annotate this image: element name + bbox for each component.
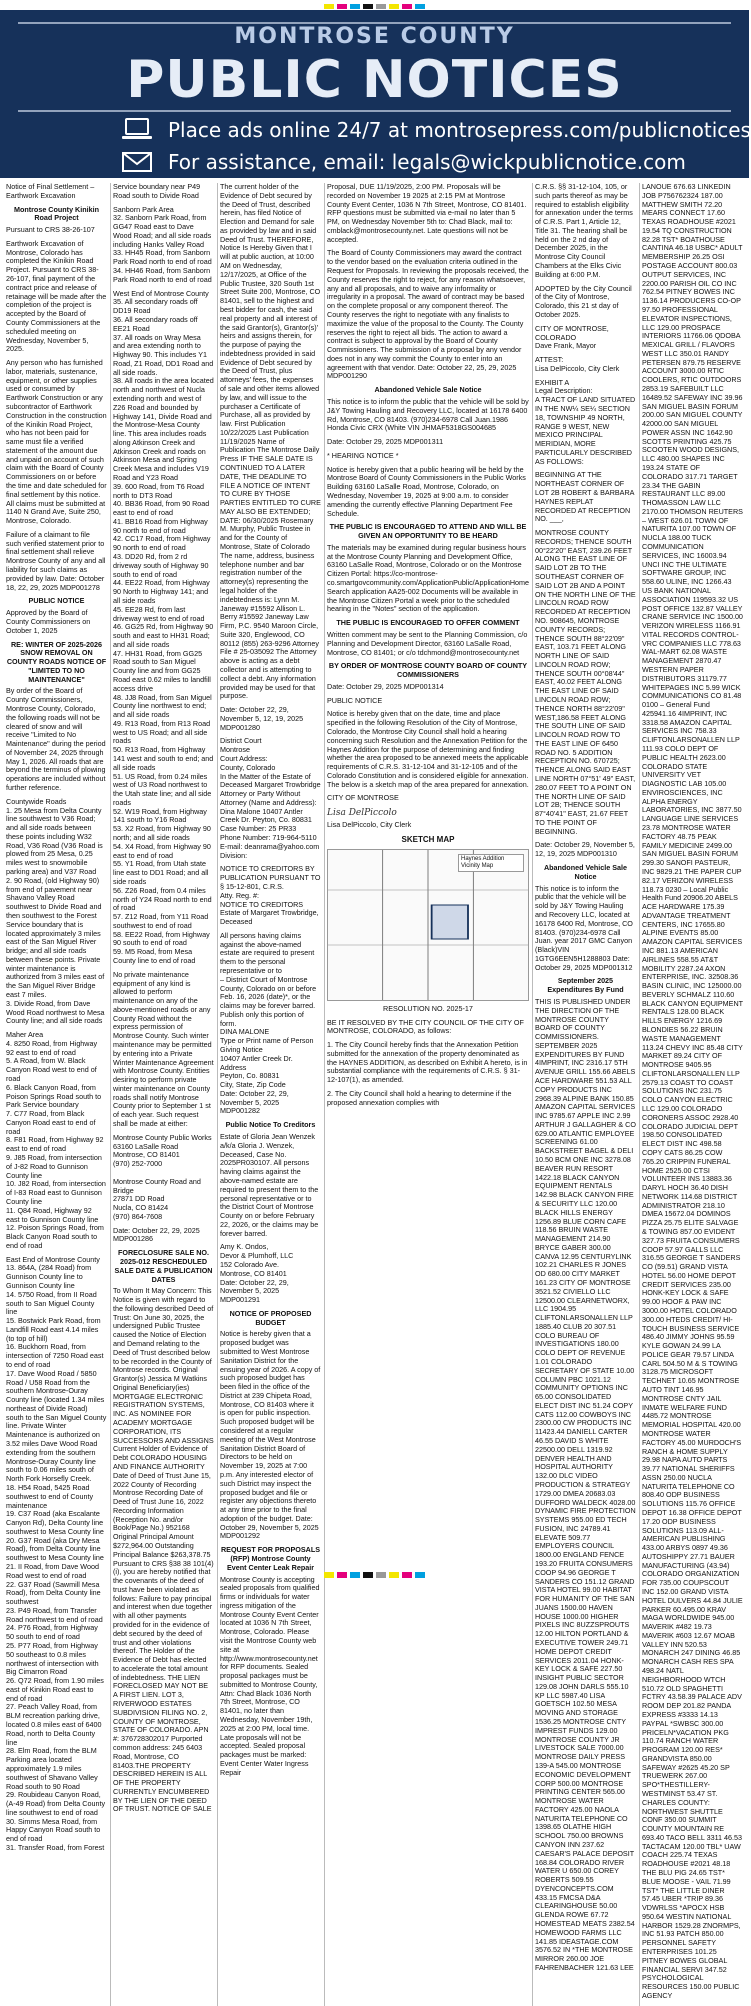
notice-paragraph: Date: October 22, 29, November 5, 12, 19, 2025 MDP001280 (220, 705, 304, 732)
masthead-title: PUBLIC NOTICES (126, 50, 623, 110)
notice-paragraph: Date: October 29, 2025 MDP001314 (327, 681, 444, 691)
notice-paragraph: Montrose County is accepting sealed proposals from qualified firms or individuals for water ingress mitigation of the Montrose County Event Center located at 1036 N 7th Street, Montrose, Colorado. Please visit the Montrose County web site at http://www.montrosecounty.net for RFP documents. Sealed proposal packages must be submitted to Montrose County, Attn: Chad Black 1036 North 7th Street, Montrose, CO 81401, no later than Wednesday, November 19th, 2025 at 2:00 PM, local time. Late proposals will not be accepted. Sealed proposal packages must be marked: Event Center Water Ingress Repair (220, 1574, 320, 1777)
notice-heading: PUBLIC NOTICE (28, 596, 85, 606)
sketch-map (327, 849, 529, 1001)
registration-swatch (337, 4, 347, 9)
notice-paragraph: * HEARING NOTICE * (327, 450, 399, 460)
notice-paragraph: Sanborn Park Area 32. Sanborn Park Road, from GG47 Road east to Dave Wood Road; and all side roads including Hanks Valley Road 33. HH45 Road, from Sanborn Park Road north to end of road 34. HH46 Road, from Sanborn Park Road north to end of road (113, 204, 212, 284)
notice-paragraph: Date: October 22, 29, 2025 MDP001286 (113, 1225, 200, 1244)
assistance-text: For assistance, email: legals@wickpublicnotice.com (168, 150, 686, 174)
notice-paragraph: Written comment may be sent to the Planning Commission, c/o Planning and Development Director, 63160 LaSalle Road, Montrose, CO 81401; or c/o tdchmond@montrosecounty.net (327, 629, 528, 657)
envelope-icon (120, 147, 154, 177)
notice-paragraph: Any person who has furnished labor, materials, sustenance, equipment, or other supplies used or consumed by Earthwork Construction or any subcontractor of Earthwork Construction in the construction of the Kinikin Road Project, who has not been paid for same must file a verified statement of the amount due and unpaid on account of such claim with the Board of County Commissioners on or before the time and date scheduled for final settlement by this notice. All claims must be submitted at 1140 N Grand Ave, Suite 250, Montrose, Colorado. (6, 358, 107, 526)
sketch-map-legend: Haynes Addition Vicinity Map (458, 854, 524, 873)
notice-paragraph: Amy K. Ondos, Devor & Plumhoff, LLC 152 Colorado Ave. Montrose, CO 81401 Date: October 22, 29, November 5, 2025 MDP001291 (220, 1242, 294, 1305)
notice-paragraph: Proposal, DUE 11/19/2025, 2:00 PM. Proposals will be recorded on November 19 2025 at 2:15 PM at Montrose County Event Center, 1036 N 7th Street, Montrose, CO 81401. RFP questions must be submitted via e-mail no later than 5 PM, on Wednesday November 5th to: Chad Black, mail to: cmblack@montrosecounty.net. Late questions will not be accepted. (327, 182, 527, 244)
registration-swatch (389, 1572, 399, 1578)
notice-paragraph: C.R.S. §§ 31-12-104, 105, or such parts thereof as may be required to establish eligibility for annexation under the terms of C.R.S. Part 1, Article 12, Title 31. The hearing shall be held on the 2 nd day of December 2025, in the Montrose City Council Chambers at the Elks Civic Building at 6:00 P.M. (535, 182, 633, 279)
registration-swatch (324, 1572, 334, 1578)
notice-paragraph: ATTEST: Lisa DelPiccolo, City Clerk (535, 355, 620, 373)
registration-swatch (402, 1572, 412, 1578)
notice-heading: September 2025 Expenditures By Fund (547, 976, 624, 995)
registration-swatch (337, 1572, 347, 1578)
notice-paragraph: Pursuant to CRS 38-26-107 (6, 225, 95, 235)
notice-paragraph: Montrose County Public Works 63160 LaSalle Road Montrose, CO 81401 (970) 252-7000 Montrose County Road and Bridge 27871 DD Road Nucla, CO 81424 (970) 864-7608 (113, 1132, 212, 1221)
notice-paragraph: CITY OF MONTROSE, COLORADO Dave Frank, Mayor (535, 323, 609, 351)
notice-column-1 (6, 183, 107, 2006)
registration-swatch (363, 1572, 373, 1578)
laptop-icon (120, 115, 154, 145)
online-ad-row (120, 114, 751, 146)
masthead (0, 10, 749, 178)
notice-paragraph: East End of Montrose County 13. 864A, (284 Road) from Gunnison County line to Gunnison County line 14. 5750 Road, from II Road south to San Miguel County line 15. Bostwick Park Road, from Landfill Road east 4.14 miles (to top of hill) 16. Buckhorn Road, from intersection of 7250 Road east to end of road 17. Dave Wood Road / 5850 Road / U58 Road from the southern Montrose-Ouray County line (located 1.34 miles northeast of Divide Road) south to the San Miguel County line. Private Winter Maintenance is authorized on 3.52 miles Dave Wood Road extending from the southern Montrose-Ouray County line south to 0.06 miles south of North Fork Horsefly Creek. 18. H54 Road, 5425 Road southwest to end of County maintenance 19. C37 Road (aka Escalante Canyon Rd), Delta County line southwest to Mesa County line 20. G37 Road (aka Dry Mesa Road), from Delta County line southwest to Mesa County line 21. II Road, from Dave Wood Road west to end of road 22. G37 Road (Sawmill Mesa Road), from Delta County line southwest 23. P49 Road, from Transfer Road northwest to end of road 24. P76 Road, from Highway 50 south to end of road 25. P77 Road, from Highway 50 southeast to 0.8 miles northwest of intersection with Big Cimarron Road 26. Q72 Road, from 1.90 miles east of Kinikin Road east to end of road 27. Peach Valley Road, from BLM recreation parking drive, located 0.8 miles east of 6400 Road, north to Delta County line 28. Elm Road, from the BLM Parking area located approximately 1.9 miles southwest of Shavano Valley Road south to 90 Road 29. Roubideau Canyon Road, (A-49 Road) from Delta County line southwest to end of road 30. Simms Mesa Road, from Happy Canyon Road south to end of road 31. Transfer Road, from Forest (6, 1254, 107, 1852)
notice-paragraph: 2. The City Council shall hold a hearing to determine if the proposed annexation complies with (327, 1088, 512, 1107)
notice-heading: THE PUBLIC IS ENCOURAGED TO OFFER COMMENT (336, 618, 520, 628)
registration-swatch (415, 1572, 425, 1578)
notice-paragraph: The current holder of the Evidence of Debt secured by the Deed of Trust, described herein, has filed Notice of Election and Demand for sale as provided by law and in said Deed of Trust. THEREFORE, Notice Is Hereby Given that I will at public auction, at 10:00 AM on Wednesday, 12/17/2025, at Office of the Public Trustee, 320 South 1st Street Suite 200, Montrose, CO 81401, sell to the highest and best bidder for cash, the said real property and all interest of the said Grantor(s), Grantor(s)' heirs and assigns therein, for the purpose of paying the indebtedness provided in said Evidence of Debt secured by the Deed of Trust, plus attorneys' fees, the expenses of sale and other items allowed by law, and will issue to the purchaser a Certificate of Purchase, all as provided by law. First Publication 10/22/2025 Last Publication 11/19/2025 Name of Publication The Montrose Daily Press IF THE SALE DATE IS CONTINUED TO A LATER DATE, THE DEADLINE TO FILE A NOTICE OF INTENT TO CURE BY THOSE PARTIES ENTITLED TO CURE MAY ALSO BE EXTENDED; DATE: 06/30/2025 Rosemary M. Murphy, Public Trustee in and for the County of Montrose, State of Colorado The name, address, business telephone number and bar registration number of the attorney(s) representing the legal holder of the indebtedness is: Lynn M. Janeway #15592 Allison L. Berry #15592 Janeway Law Firm, P.C. 9540 Maroon Circle, Suite 320, Englewood, CO 80112 (855) 263-9296 Attorney File # 25-035092 The Attorney above is acting as a debt collector and is attempting to collect a debt. Any information provided may be used for that purpose. (220, 182, 321, 701)
notice-heading: THE PUBLIC IS ENCOURAGED TO ATTEND AND WILL BE GIVEN AN OPPORTUNITY TO BE HEARD (329, 522, 527, 541)
notice-paragraph: Failure of a claimant to file such verified statement prior to final settlement shall relieve Montrose County of any and all liability for such claims as provided by law. Date: October 18, 22, 29, 2025 MDP001278 (6, 529, 106, 592)
notice-paragraph: The Board of County Commissioners may award the contract to the vendor based on the evaluation criteria outlined in the Request for Proposals. In reviewing the proposals received, the County reserves the right to reject, for any reason whatsoever, any and all proposals, and to waive any informality or irregularity in a proposal. The award of contract may be based on the complete proposal or any component thereof. The County reserves the right to negotiate with any finalists to maximize the value of the proposal to the County. The County reserves the right to reject all bids. The action to award a contract is subject to approval by the Board of County Commissioners. The submission of a proposal by any vendor does not in any way commit the County to enter into an agreement with that vendor. Date: October 22, 25, 29, 2025 MDP001290 (327, 248, 529, 381)
notice-paragraph: EXHIBIT A Legal Description: A TRACT OF LAND SITUATED IN THE NW¼ SE¼ SECTION 18, TOWNSHIP 49 NORTH, RANGE 9 WEST, NEW MEXICO PRINCIPAL MERIDIAN, MORE PARTICULARLY DESCRIBED AS FOLLOWS: (535, 377, 636, 466)
notice-paragraph: NOTICE TO CREDITORS BY PUBLICATION PURSUANT TO § 15-12-801, C.R.S. Atty. Reg. #: NOTICE TO CREDITORS Estate of Margaret Trowbridge, Deceased (220, 864, 321, 927)
notice-paragraph: BEGINNING AT THE NORTHEAST CORNER OF LOT 2B ROBERT & BARBARA HAYNES REPLAT RECORDED AT RECEPTION NO. ___, (535, 470, 635, 524)
notice-paragraph: Notice of Final Settlement – Earthwork Excavation (6, 182, 95, 200)
notice-paragraph: LANOUE 676.63 LINKEDIN JOB P756762324 187.00 MATTHEW SMITH 72.20 MEARS CONNECT 17.60 TEXAS ROADHOUSE #2021 19.54 TQ CONSTRUCTION 82.28 TST* BOATHOUSE CANTINA 46.18 USBC* ADULT MEMBERSHIP 26.25 OSI POSTAGE ACCOUNT 800.03 OUTPUT SERVICES, INC 2200.00 PARISH OIL CO INC 762.54 PITNEY BOWES INC 1136.14 PRODUCERS CO-OP 97.50 PROFESSIONAL ELEVATOR INSPECTIONS, LLC 129.00 PROSPACE INTERIORS 11766.06 QDOBA MEXICAL GRILL / FLAVORS WEST LLC 350.01 RANDY PETERSEN 879.75 RESERVE ACCOUNT 3000.00 RTIC COOLERS, RTIC OUTDOORS 2853.19 SAFEBUILT LLC 16489.52 SAFEWAY INC 39.96 SAN MIGUEL BASIN FORUM 200.00 SAN MIGUEL COUNTY 42000.00 SAN MIGUEL POWER ASSN INC 1642.90 SCOTTS PRINTING 425.75 SCOOTEN WOOD DESIGNS, LLC 480.00 SHAPES INC 193.24 STATE OF COLORADO 317.71 TARGET 23.34 THE GABIN RESTAURANT LLC 89.00 THOMASSON LAW LLC 2170.00 THOMSON REUTERS – WEST 626.01 TOWN OF NATURITA 107.00 TOWN OF NUCLA 188.00 TUCK COMMUNICATION SERVICES, INC 16003.94 UNCI INC THE ULTIMATE SOFTWARE GROUP, INC 558.60 ULINE, INC 1266.43 US BANK NATIONAL ASSOCIATION 119593.32 US POST OFFICE 132.87 VALLEY CRANE SERVICE INC 1500.00 VERIZON WIRELESS 1166.91 VITAL RECORDS CONTROL-VRC COMPANIES LLC 778.63 WAL-MART 62.08 WASTE MANAGEMENT 2870.47 WESTERN PAPER DISTRIBUTORS 31179.77 WHITEPAGES INC 5.99 WICK COMMUNICATIONS CO 81.48 0100 – General Fund 425941.16 4IMPRINT, INC 3318.58 AMAZON CAPITAL SERVICES INC 758.33 CLIFTONLARSONALLEN LLP 111.93 COLO DEPT OF PUBLIC HEALTH 2623.00 COLORADO STATE UNIVERSITY VET DIAGNOSTIC LAB 105.00 ENVIROSCIENCES, INC ALPHA ENERGY LABORATORIES, INC 3877.50 LANGUAGE LINE SERVICES 23.78 MONTROSE WATER FACTORY 48.75 PEAK FAMILY MEDICINE 2499.00 SAN MIGUEL BASIN FORUM 299.30 SANOFI PASTEUR, INC 9829.21 THE PAPER CUP 82.17 VERIZON WIRELESS 118.73 0230 – Local Public Health Fund 20906.20 ABELS ACE HARDWARE 175.39 ADVANTAGE TREATMENT CENTERS, INC 17655.80 ALPINE EVENTS 85.00 AMAZON CAPITAL SERVICES INC 881.13 AMERICAN AIRLINES 558.55 AT&T MOBILITY 2287.24 AXON ENTERPRISE, INC. 32508.36 BASIN CLINIC, INC 125000.00 BEVERLY SCHMALZ 110.60 BLACK CANYON EQUIPMENT RENTALS 128.00 BLACK HILLS ENERGY 1216.69 BLONDIES 56.22 BRUIN WASTE MANAGEMENT 113.24 CHEVY INC 85.48 CITY MARKET 89.24 CITY OF MONTROSE 9405.95 CLIFTONLARSONALLEN LLP 2579.13 COAST TO COAST SOLUTIONS INC 231.75 COLO CANYON ELECTRIC LLC 129.00 COLORADO CORONERS ASSOC 2928.40 COLORADO JUDICIAL DEPT 198.50 CONSOLIDATED ELECT DIST INC 498.58 COPY CATS 86.25 COW 765.20 CRIPPIN FUNERAL HOME 2525.00 CTSI VOLUNTEER INS 13883.36 DARYL HOCH 36.40 DISH NETWORK 114.68 DISTRICT ADMINISTRATOR 218.10 DMEA 15672.04 DOMINOS PIZZA 25.75 ELITE SALVAGE & TOWING 857.00 EVIDENT 327.73 FRUITA CONSUMERS COOP 57.97 GALLS LLC 316.55 GEORGE T SANDERS CO (59.51) GRAND VISTA HOTEL 56.00 HOME DEPOT CREDIT SERVICES 235.00 HONK-KEY LOCK & SAFE 99.00 HOOF & PAW INC 3000.00 HOTEL COLORADO 300.00 HTEDS CREDIT/ HI-TOUCH BUSINESS SERVICE 486.40 JIMMY JOHNS 95.59 KYLE GOWAN 24.99 LA POLICE GEAR 79.57 LINDA CARL 504.50 M & S TOWING 3128.75 MICROSOFT TECHNET 10.65 MONTROSE AUTO TINT 146.95 MONTROSE CNTY JAIL INMATE WELFARE FUND 4485.72 MONTROSE MEMORIAL HOSPITAL 420.00 MONTROSE WATER FACTORY 45.00 MURDOCH'S RANCH & HOME SUPPLY 29.98 NAPA AUTO PARTS 39.77 NATIONAL SHERIFFS ASSN 250.00 NUCLA NATURITA TELEPHONE CO 808.40 ODP BUSINESS SOLUTIONS 115.76 OFFICE DEPOT 16.38 OFFICE DEPOT 17.20 ODP BUSINESS SOLUTIONS 113.09 ALL-AMERICAN PUBLISHING 433.00 ARBYS 0897 49.36 AUTOSHIPPY 27.71 BAUER MANUFACTURING (43.94) COLORADO ORGANIZATION FOR 735.00 COUPSCOUT INC 152.00 GRAND VISTA HOTEL DULVERS 44.84 JULIE PARKER 60.495.00 KRAV MAGA WORLDWIDE 945.00 MAVERIK #482 19.73 MAVERIK #603 12.67 MOAB VALLEY INN 520.53 MONARCH 247 DINING 46.85 MONARCH CASH RES SPA 498.24 NATL NEIGHBORHOOD WTCH 510.72 OLD SPAGHETTI FCTRY 43.58.39 PALACE ADV ROOM DEP 201.82 PANDA EXPRESS #3333 14.13 PAYPAL *SWBSC 300.00 PRICELN*VACATION PKG 110.74 RANCH WATER PROGRAM 120.00 RES* GRANDVISTA 850.00 SAFEWAY #2625 45.20 SP TRUEWERK 267.00 SPO*THESTILLERY-WESTMINST 53.47 ST. CHARLES COUNTY: NORTHWEST SHUTTLE CONF 350.00 SUMMIT COUNTY MOUNTAIN RE 693.40 TACO BELL 3311 46.53 TACTACAM 120.00 TBL* UAW COACH 225.74 TEXAS ROADHOUSE #2021 48.18 THE BLU PIG 24.65 TST* BLUE MOOSE - VAIL 71.99 TST* THE LITTLE DINER 57.45 UBER *TRIP 89.36 VDWRLSS *APOCX HSB 950.64 WESTIN NATIONAL HARBOR 1529.28 ZNORMPS, INC 51.93 PATCH 850.00 PERSONNEL SAFETY ENTERPRISES 101.25 PITNEY BOWES GLOBAL FINANCIAL SERVI 347.52 PSYCHOLOGICAL RESOURCES 150.00 PUBLIC AGENCY (642, 182, 743, 2000)
notice-column-6 (642, 183, 743, 2006)
notice-column-5 (535, 183, 636, 2006)
assistance-row (120, 146, 686, 178)
notice-heading: BY ORDER OF MONTROSE COUNTY BOARD OF COUNTY COMMISSIONERS (328, 661, 528, 680)
notice-heading: Montrose County Kinikin Road Project (13, 204, 100, 223)
notice-paragraph: This notice is to inform the public that the vehicle will be sold by J&Y Towing Hauling and Recovery LLC, located at 16178 6400 Rd, Montrose, CO 81403. (970)234-6978 Call Juan. year 2017 GMC Canyon (Black)VIN 1GTG6EEN5H1288803 Date: October 29, 2025 MDP001312 (535, 883, 633, 972)
notice-heading: Abandoned Vehicle Sale Notice (374, 385, 482, 395)
notice-paragraph: No private maintenance equipment of any kind is allowed to perform maintenance on any of the above-mentioned roads or any County Road without the express permission of Montrose County. Such winter maintenance may be permitted by entering into a Private Winter Maintenance Agreement with Montrose County. Entities desiring to perform private winter maintenance on County roads shall notify Montrose County prior to September 1 st of each year. Such request shall be made at either: (113, 969, 214, 1129)
notice-paragraph: District Court Montrose Court Address: County, Colorado In the Matter of the Estate of Deceased Margaret Trowbridge Attorney or Party Without Attorney (Name and Address): Dina Malone 10407 Antler Creek Dr. Peyton, Co. 80831 Case Number: 25 PR33 Phone Number: 719-964-5110 E-mail: deanrama@yahoo.com Division: (220, 736, 321, 860)
registration-swatch (350, 1572, 360, 1578)
notice-paragraph: PUBLIC NOTICE (327, 695, 383, 705)
notice-paragraph: Service boundary near P49 Road south to Divide Road (113, 182, 201, 200)
registration-swatch (363, 4, 373, 9)
notice-paragraph: Date: October 29, November 5, 12, 19, 2025 MDP001310 (535, 840, 635, 859)
notice-paragraph: To Whom It May Concern: This Notice is given with regard to the following described Deed of Trust: On June 30, 2025, the undersigned Public Trustee caused the Notice of Election and Demand relating to the Deed of Trust described below to be recorded in the County of Montrose records. Original Grantor(s) Jessica M Watkins Original Beneficiary(ies) MORTGAGE ELECTRONIC REGISTRATION SYSTEMS, INC. AS NOMINEE FOR ACADEMY MORTGAGE CORPORATION, ITS SUCCESSORS AND ASSIGNS Current Holder of Evidence of Debt COLORADO HOUSING AND FINANCE AUTHORITY Date of Deed of Trust June 15, 2022 County of Recording Montrose Recording Date of Deed of Trust June 16, 2022 Recording Information (Reception No. and/or Book/Page No.) 952168 Original Principal Amount $272,964.00 Outstanding Principal Balance $263,378.75 Pursuant to CRS §38 38 101(4)(i), you are hereby notified that the covenants of the deed of trust have been violated as follows: Failure to pay principal and interest when due together with all other payments provided for in the evidence of debt secured by the deed of trust and other violations thereof. The Holder of the Evidence of Debt has elected to accelerate the total amount of indebtedness. THE LIEN FORECLOSED MAY NOT BE A FIRST LIEN. LOT 3, RIVERWOOD ESTATES SUBDIVISION FILING NO. 2, COUNTY OF MONTROSE, STATE OF COLORADO. APN #: 376728302017 Purported common address: 245 6403 Road, Montrose, CO 81403.THE PROPERTY DESCRIBED HEREIN IS ALL OF THE PROPERTY CURRENTLY ENCUMBERED BY THE LIEN OF THE DEED OF TRUST. NOTICE OF SALE (113, 1286, 214, 1814)
notice-paragraph: Maher Area 4. 8250 Road, from Highway 92 east to end of road 5. A Road, from W. Black Canyon Road west to end of road 6. Black Canyon Road, from Poison Springs Road south to Park Service boundary 7. C77 Road, from Black Canyon Road east to end of road 8. F81 Road, from Highway 92 east to end of road 9. J85 Road, from intersection of J-82 Road to Gunnison County line 10. J82 Road, from intersection of I-83 Road east to Gunnison County line 11. Q84 Road, Highway 92 east to Gunnison County line 12. Poison Springs Road, from Black Canyon Road south to end of road (6, 1030, 106, 1250)
notice-heading: FORECLOSURE SALE NO. 2025-012 RESCHEDULED SALE DATE & PUBLICATION DATES (114, 1248, 213, 1284)
notices-columns (6, 182, 743, 2000)
notice-paragraph: Notice is hereby given that on the date, time and place specified in the following Resolution of the City of Montrose, Colorado, the Montrose City Council shall hold a hearing concerning such Resolution and the Annexation Petition for the Haynes Addition for the purpose of determining and finding whether the area proposed to be annexed meets the applicable requirements of C.R.S. 31-12-104 and 31-12-105 and of the Colorado Constitution and is considered eligible for annexation. The below is a sketch map of the area prepared for annexation. (327, 709, 529, 789)
notice-paragraph: The materials may be examined during regular business hours at the Montrose County Planning and Development Office, 63160 LaSalle Road, Montrose, Colorado or on the Montrose Citizen Portal: https://co-montrose-co.smartgovcommunity.com/ApplicationPublic/ApplicationHome Search application AA25-002 Documents will be available in the Montrose Citizen Portal a week prior to the scheduled hearing in the "Notes" section of the application. (327, 542, 530, 614)
notice-paragraph: By order of the Board of County Commissioners, Montrose County, Colorado, the following roads will not be cleared of snow and will receive "Limited to No Maintenance" during the period of November 24, 2025 through May 1, 2026. All roads that are beyond the terminus of plowing operations are included without further reference. (6, 686, 106, 792)
registration-swatch (376, 4, 386, 9)
registration-swatch (350, 4, 360, 9)
notice-paragraph: THIS IS PUBLISHED UNDER THE DIRECTION OF THE MONTROSE COUNTY BOARD OF COUNTY COMMISSIONERS. SEPTEMBER 2025 EXPENDITURES BY FUND 4IMPRINT, INC 2316.17 5TH AVENUE GRILL 155.66 ABELS ACE HARDWARE 551.53 ALL COPY PRODUCTS INC 2968.39 ALPINE BANK 150.85 AMAZON CAPITAL SERVICES INC 9785.67 APPLE INC 2.99 ARTHUR J GALLAGHER & CO 629.00 ATLANTIC EMPLOYEE SCREENING 61.00 BACKSTREET BAGEL & DELI 10.50 BCM ONE INC 3278.08 BEAVER RUN RESORT 1422.18 BLACK CANYON EQUIPMENT RENTALS 142.98 BLACK CANYON FIRE & SECURITY LLC 120.00 BLACK HILLS ENERGY 1256.89 BLUE CORN CAFE 118.56 BRUIN WASTE MANAGEMENT 214.90 BRYCE GABER 300.00 CANVA 12.95 CENTURYLINK 102.21 CHARLES R JONES OD 680.00 CITY MARKET 161.23 CITY OF MONTROSE 3521.52 CIVIELLO LLC 12500.00 CLEARNETWORX, LLC 1904.95 CLIFTONLARSONALLEN LLP 1885.40 CLUB 20 307.51 COLO BUREAU OF INVESTIGATIONS 180.00 COLO DEPT OF REVENUE 1.01 COLORADO SECRETARY OF STATE 10.00 COLUMN PBC 1021.12 COMMUNITY OPTIONS INC 65.00 CONSOLIDATED ELECT DIST INC 51.24 COPY CATS 112.00 COWBOYS INC 2300.00 CW PRODUCTS INC 11423.44 DANIELL CARTER 46.55 DAVID S WHITE 22500.00 DELL 1319.92 DENVER HEALTH AND HOSPITAL AUTHORITY 132.00 DLC VIDEO PRODUCTION & STRATEGY 1729.00 DMEA 20683.03 DUFFORD WALDECK 4028.00 DYNAMIC FIRE PROTECTION SYSTEMS 955.00 ED TECH FUSION, INC 24789.41 ELEVATE 509.77 EMPLOYERS COUNCIL 1800.00 ENGLAND FENCE 193.20 FRUITA CONSUMERS COOP 94.96 GEORGE T SANDERS CO 151.12 GRAND VISTA HOTEL 99.00 HABITAT FOR HUMANITY OF THE SAN JUANS 1500.00 HAVEN HOUSE 1000.00 HIGHER PIXELS INC 8UZZSPROUTS 12.00 HILTON PORTLAND & EXECUTIVE TOWER 249.71 HOME DEPOT CREDIT SERVICES 2011.04 HONK-KEY LOCK & SAFE 227.50 INSIGHT PUBLIC SECTOR 129.08 JOHN DARLS 555.10 KP LLC 5987.40 LISA GOETSCH 102.50 MESA MOVING AND STORAGE 1536.25 MONTROSE CNTY IMPREST FUNDS 129.00 MONTROSE COUNTY JR LIVESTOCK SALE 7000.00 MONTROSE DAILY PRESS 139-A 545.00 MONTROSE ECONOMIC DEVELOPMENT CORP 500.00 MONTROSE PRINTING CENTER 565.00 MONTROSE WATER FACTORY 425.00 NAOLA NATURITA TELEPHONE CO 1398.65 OLATHE HIGH SCHOOL 750.00 BROWNS CANYON INN 237.62 CAESAR'S PALACE DEPOSIT 168.84 COLORADO RIVER WATER U 650.00 COREY ROBERTS 509.55 DYENCONCEPTS.COM 433.15 FMCSA D&A CLEARINGHOUSE 50.00 GLENDA ROWE 67.72 HOMESTEAD MEATS 2382.54 HOMEWOOD FARMS LLC 141.85 IDEASTAGE.COM 3576.52 IN *THE MONTROSE MIRROR 260.00 JOE FAHRENBACHER 121.63 LEE (535, 996, 636, 1972)
clerk-signature: Lisa DelPiccolo (327, 808, 397, 819)
registration-swatch (402, 4, 412, 9)
notice-column-4 (327, 183, 529, 2006)
notice-paragraph: Estate of Gloria Jean Wenzek a/k/a Gloria J. Wenzek, Deceased, Case No. 2025PR030107. All persons having claims against the above-named estate are required to present them to the personal representative or to the District Court of Montrose County on or before February 22, 2026, or the claims may be forever barred. (220, 1132, 319, 1238)
notice-heading: NOTICE OF PROPOSED BUDGET (229, 1308, 312, 1327)
notice-paragraph: Notice is hereby given that a public hearing will be held by the Montrose Board of County Commissioners in the Public Works Building 63160 LaSalle Road, Montrose, Colorado, on Wednesday, November 19, 2025 at 9:00 a.m. to consider amending the currently effective Planning Department Fee Schedule. (327, 464, 526, 518)
sketch-map-caption: RESOLUTION NO. 2025-17 (383, 1003, 473, 1013)
sketch-map-title: SKETCH MAP (401, 834, 455, 844)
notice-paragraph: This notice is to inform the public that the vehicle will be sold by J&Y Towing Hauling and Recovery LLC, located at 16178 6400 Rd, Montrose, CO 81403. (970)234-6978 Call Juan.1986 Honda Civic CRX (White VIN JHMAF5318GS004685 (327, 396, 529, 433)
registration-swatch (324, 4, 334, 9)
notice-heading: Abandoned Vehicle Sale Notice (543, 863, 628, 881)
notice-paragraph: CITY OF MONTROSE (327, 793, 399, 803)
notice-paragraph: MONTROSE COUNTY RECORDS; THENCE SOUTH 00°22'20" EAST, 239.26 FEET ALONG THE EAST LINE OF SAID LOT 2B TO THE SOUTHEAST CORNER OF SAID LOT 2B AND A POINT ON THE NORTH LINE OF THE LINCOLN ROAD ROW RECORDED AT RECEPTION NO. 908645, MONTROSE COUNTY RECORDS; THENCE SOUTH 88°22'09" EAST, 103.71 FEET ALONG NORTH LINE OF SAID LINCOLN ROAD ROW; THENCE SOUTH 00°08'44" EAST, 40.02 FEET ALONG THE EAST LINE OF SAID LINCOLN ROAD ROW; THENCE NORTH 88°22'09" WEST,186.58 FEET ALONG THE SOUTH LINE OF SAID LINCOLN ROAD ROW TO THE EAST LINE OF 6450 ROAD NO. 5 ADDITION RECEPTION NO. 670725; THENCE ALONG SAID EAST LINE NORTH 07°51' 49" EAST, 280.07 FEET TO A POINT ON THE NORTH LINE OF SAID LOT 2B; THENCE SOUTH 87°40'41" EAST, 21.67 FEET TO THE POINT OF BEGINNING. (535, 528, 636, 836)
notice-paragraph: ADOPTED by the City Council of the City of Montrose, Colorado, this 21 st day of October 2025. (535, 283, 632, 319)
notice-paragraph: Approved by the Board of County Commissioners on October 1, 2025 (6, 608, 91, 635)
notice-paragraph: Date: October 29, 2025 MDP001311 (327, 437, 444, 447)
registration-marks-bottom (0, 1564, 749, 1584)
notice-heading: RE: WINTER OF 2025-2026 SNOW REMOVAL ON COUNTY ROADS NOTICE OF "LIMITED TO NO MAINTENANCE" (6, 639, 107, 684)
notice-paragraph: All persons having claims against the above-named estate are required to present them to the personal representative or to – District Court of Montrose County, Colorado on or before Feb. 16, 2026 (date)*, or the claims may be forever barred. Publish only this portion of form. DINA MALONE Type or Print name of Person Giving Notice 10407 Antler Creek Dr. Address Peyton, Co. 80831 City, State, Zip Code Date: October 22, 29, November 5, 2025 MDP001282 (220, 930, 317, 1116)
registration-swatch (415, 4, 425, 9)
masthead-rule-middle (18, 110, 731, 112)
notice-paragraph: Notice is hereby given that a proposed budget was submitted to West Montrose Sanitation District for the ensuing year of 2026. A copy of such proposed budget has been filed in the office of the District at 239 Chipeta Road, Montrose, CO 81403 where it is open for public inspection. Such proposed budget will be considered at a regular meeting of the West Montrose Sanitation District Board of Directors to be held on November 19, 2025 at 7:00 p.m. Any interested elector of such District may inspect the proposed budget and file or register any objections thereto at any time prior to the final adoption of the budget. Date: October 29, November 5, 2025 MDP001292 (220, 1329, 321, 1541)
notice-paragraph: Countywide Roads 1. 25 Mesa from Delta County line southwest to V36 Road; and all side roads between these points including W32 Road, V36 Road (V36 Road is plowed from 25 Mesa, 0.25 miles west to snowmobile parking area) and V37 Road 2. 90 Road, (old Highway 90) from end of pavement near Shavano Valley Road southwest to Divide Road and then southwest to the Forest Service boundary that is located approximately 3 miles east of the San Miguel River bridge; and all side roads between these points. Private winter maintenance is authorized from 3 miles east of the San Miguel River Bridge east 7 miles. 3. Divide Road, from Dave Wood Road northwest to Mesa County line; and all side roads (6, 796, 105, 1026)
registration-swatch (376, 1572, 386, 1578)
notice-column-3 (220, 183, 321, 2006)
notice-paragraph: West End of Montrose County 35. All secondary roads off DD19 Road 36. All secondary roads off EE21 Road 37. All roads on Wray Mesa and area extending north to Highway 90. This includes Y1 Road, Z1 Road, DD1 Road and all side roads. 38. All roads in the area located north and northwest of Nucla extending north and west of Z26 Road and bounded by Highway 141, Divide Road and the Montrose-Mesa County line. This area includes roads along Atkinson Creek and Atkinson Creek and roads on Atkinson Mesa and Spring Creek Mesa and includes V19 Road and Y23 Road 39. 600 Road, from T6 Road north to DT3 Road 40. BB36 Road, from 90 Road east to end of road 41. BB16 Road from Highway 90 north to end of road 42. CC17 Road, from Highway 90 north to end of road 43. DD20 Rd, from 2 rd driveway south of Highway 90 south to end of road 44. EE22 Road, from Highway 90 North to Highway 141; and all side roads 45. EE28 Rd, from last driveway west to end of road 46. GG25 Rd, from Highway 90 south and east to HH31 Road; and all side roads 47. HH31 Road, from GG25 Road south to San Miguel County line and from GG25 Road east 0.62 miles to landfill access drive 48. JJ8 Road, from San Miguel County line northwest to end; and all side roads 49. R13 Road, from R13 Road west to US Road; and all side roads 50. R13 Road, from Highway 141 west and south to end; and all side roads 51. US Road, from 0.24 miles west of U3 Road northwest to the Utah state line; and all side roads 52. W19 Road, from Highway 141 south to Y16 Road 53. X2 Road, from Highway 90 north; and all side roads 54. X4 Road, from Highway 90 east to end of road 55. Y1 Road, from Utah state line east to DD1 Road; and all side roads 56. Z26 Road, from 0.4 miles north of Y24 Road north to end of road 57. Z12 Road, from Y11 Road southwest to end of road 58. EE22 Road, from Highway 90 south to end of road 59. M5 Road, from Mesa County line to end of road (113, 288, 214, 965)
notice-paragraph: Lisa DelPiccolo, City Clerk (327, 820, 412, 830)
online-ad-text: Place ads online 24/7 at montrosepress.com/publicnotices (168, 118, 751, 142)
registration-swatch (389, 4, 399, 9)
notice-heading: Public Notice To Creditors (225, 1120, 316, 1130)
notice-paragraph: Earthwork Excavation of Montrose, Colorado has completed the Kinikin Road Project. Pursuant to CRS 38-26-107, final payment of the contract price and release of retainage will be made after the completion of the project is accepted by the Board of County Commissioners at the scheduled meeting on Wednesday, November 5, 2025. (6, 238, 107, 354)
masthead-brand: MONTROSE COUNTY (234, 24, 515, 49)
notice-paragraph: BE IT RESOLVED BY THE CITY COUNCIL OF THE CITY OF MONTROSE, COLORADO, as follows: (327, 1017, 524, 1036)
notice-paragraph: 1. The City Council hereby finds that the Annexation Petition submitted for the annexation of the property denominated as the HAYNES ADDITION, as described on Exhibit A hereto, is in substantial compliance with the requirements of C.R.S. § 31-12-107(1), as amended. (327, 1040, 528, 1085)
notice-heading: REQUEST FOR PROPOSALS (RFP) Montrose County Event Center Leak Repair (220, 1545, 321, 1572)
notice-column-2 (113, 183, 214, 2006)
